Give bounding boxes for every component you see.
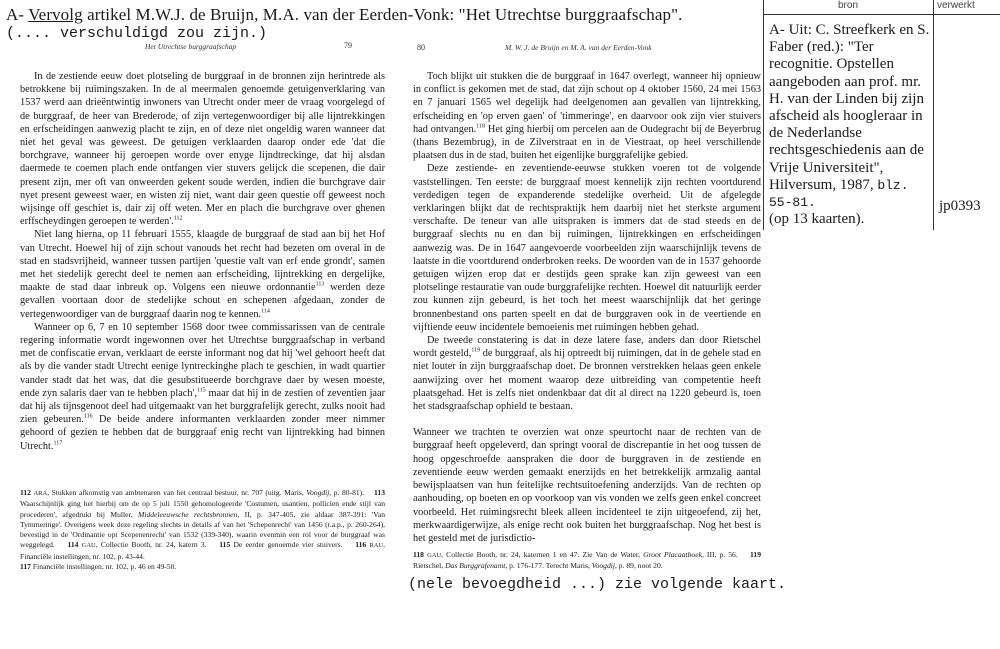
note-ref: 116	[83, 413, 93, 420]
paragraph: Wanneer we trachten te overzien wat onze speurtocht naar de rechten van de burggraaf heeft opgeleverd, dan springt vooral de discrepantie in het oog tussen de hoog opgeschroefde aanspraken die door de burggraven in de zestiende en zeventiende eeuw werden gemaakt enerzijds en het betrekkelijk armzalig aantal bewijsplaatsen van hun feitelijke rechtsuitoefening anderzijds. Van de rechten op aanhouding, op boeten en op voorkoop van vis vonden we zelfs geen enkel concreet voorbeeld. Het ruimingsrecht bleek alleen incidenteel te zijn uitgeoefend, zij het, merkwaardigerwijze, als enige recht ook buiten het burggraafschap. Nog het best is het gesteld met de jurisdictio-	[413, 427, 761, 544]
right-body-text	[413, 70, 761, 545]
paragraph: In de zestiende eeuw doet plotseling de burggraaf in de bronnen zijn herintrede als betrokkene bij ruimingszaken. In de al meermalen genoemde getuigenverklaring van 1537 werd aan drieëntwintig inwoners van Utrecht onder meer de vraag voorgelegd of de burggraaf, de heer van Brederode, of zijn vertegenwoordiger bij alle lijntrekkingen en erfscheidingen aanwezig placht te zijn, en of deze niet ongeldig waren wanneer dat niet het geval was geweest. De getuigen verklaarden daarop onder ede 'dat die borchgrave, wanneer hij geroepen worde over enyge lijndtreckinge, dat hij alsdan daermede te coemen plach ende ontfangen vier stuvers gelijck die scepenen, die dair present zijn, mer oft van onweerden gekent soude werden, indien die burchgrave dair nyet present geweest waer, en wisten zij niet, want dair geen questie off geweest noch wijsinge off geschiet is, dair zij off weten. Mer en plach die burchgrave over ghenen erffscheydingen geroepen te werden'.$^{112}$	[20, 71, 385, 228]
paragraph: Niet lang hierna, op 11 februari 1555, klaagde de burggraaf de stad aan bij het Hof van Utrecht. Hoewel hij of zijn schout vanouds het recht had bezeten om overal in de stad en stadsvrijheid, wanneer tussen partijen 'questie valt van erf ende grondt', samen met het stedelijk gerecht deel te nemen aan erfscheiding, lijntrekking en dergelijke, maakte de stad daar inbreuk op. Volgens een nieuwe ordonnantie$^{113}$ werden deze gevallen voortaan door de stedelijke schout en schepenen afgedaan, zonder de vertegenwoordiger van de burggraaf daarin nog te kennen.$^{114}$	[20, 229, 385, 320]
column-header-source: bron	[837, 0, 858, 11]
source-pages: blz. 55-81.	[769, 177, 909, 211]
left-page-number: 79	[344, 41, 352, 50]
source-citation: A- Uit: C. Streefkerk en S. Faber (red.): "Ter recognitie. Opstellen aangeboden aan prof. mr. H. van der Linden bij zijn afscheid als hoogleraar in de Nederlandse rechtsgeschiedenis aan de Vrije Universiteit", Hilversum, 1987, blz. 55-81. (op 13 kaarten).	[769, 22, 930, 228]
paragraph: Toch blijkt uit stukken die de burggraaf in 1647 overlegt, wanneer hij opnieuw in conflict is gekomen met de stad, dat zijn schout op 4 oktober 1560, 24 mei 1563 en 7 januari 1565 wel degelijk had deelgenomen aan gevallen van lijntrekking, erfscheiding en 'op erven gaen' of 'timmeringe', en daarvoor ook zijn vier stuivers had ontvangen.$^{118}$ Het ging hierbij om percelen aan de Oudegracht bij de Beyerbrug (thans Bezembrug), in de Zilverstraat en in de Viestraat, op heel verschillende plaatsen dus in de stad, buiten het eigenlijke burggrafelijke gebied.	[413, 71, 762, 162]
note-ref: 114	[261, 308, 270, 315]
title-underlined-word: Vervolg	[28, 5, 83, 24]
continuation-note: (nele bevoegdheid ...) zie volgende kaart.	[408, 576, 787, 593]
card-subtitle: (.... verschuldigd zou zijn.)	[6, 25, 268, 42]
panel-divider-middle	[933, 0, 934, 230]
left-footnotes	[20, 488, 385, 572]
note-ref: 112	[173, 215, 183, 222]
footnote: 112 ARA, Stukken afkomstig van ambtenaren van het centraal bestuur, nr. 707 (uitg. Maris, Voogdij, p. 80-81). 113 Waarschijnlijk ging het hierbij om de op 5 juli 1550 gehomologeerde 'Costumen, usantien, pollicien ende stijl van procederen', afgedrukt bij Muller, Middeleeuwsche rechtsbronnen, II, p. 347-405, zie aldaar 387-391: 'Van Tymmeringe'. Overigens week deze regeling slechts in details af van het 'Schepenrecht' van 1456 (t.a.p., p. 260-264), bevestigd in de 'Ordinantie opt Scepenenrecht' van 1532 (339-340), waarin evenmin een rol voor de burggraaf was weggelegd. 114 GAU, Collectie Booth, nr. 24, katern 3. 115 De eerder genoemde vier stuivers. 116 RAU, Financiële instellingen, nr. 102, p. 43-44.	[20, 488, 386, 561]
paragraph: Wanneer op 6, 7 en 10 september 1568 door twee commissarissen van de centrale regering informatie wordt ingewonnen over het Utrechtse burggraafschap in verband met de confiscatie ervan, verklaart de eerste informant nog dat hij 'wel gehoort heeft dat als by die vander stadt Utrecht eenige lyntreckinghe plach te geschien, in wadt quartier vander stadt dat het was, dat die gesubstitueerde borchgrave daer by wesen moeste, ende zyn salaris daer van te hebben plach',$^{115}$ maar dat hij in de zestien of zeventien jaar dat hij als tijnsgenoot deel had uitgemaakt van het burggrafelijk gerecht, zulks nooit had zien gebeuren.$^{116}$ De beide andere informanten verklaarden zonder meer nimmer gehoord of gezien te hebben dat de burggraaf enig recht van lijntrekking had binnen Utrecht.$^{117}$	[20, 321, 386, 452]
right-footnotes	[413, 550, 761, 572]
panel-divider-left	[763, 0, 764, 230]
right-running-head: M. W. J. de Bruijn en M. A. van der Eerden-Vonk	[505, 43, 652, 52]
footnote: 117 Financiële instellingen, nr. 102, p. 46 en 49-50.	[20, 562, 177, 572]
left-body-text	[20, 70, 385, 453]
note-ref: 119	[471, 347, 481, 354]
card-id: jp0393	[939, 198, 981, 214]
note-ref: 117	[53, 440, 63, 447]
title-prefix: A-	[6, 5, 29, 24]
card-title	[6, 5, 683, 25]
title-rest: artikel M.W.J. de Bruijn, M.A. van der Eerden-Vonk: "Het Utrechtse burggraafschap".	[82, 5, 683, 24]
source-card-count: (op 13 kaarten).	[769, 211, 865, 228]
index-card-panel	[763, 0, 1000, 230]
note-ref: 118	[476, 123, 486, 130]
panel-header-rule	[763, 14, 1000, 15]
column-header-processed: verwerkt	[937, 0, 975, 11]
left-running-head: Het Utrechtse burggraafschap	[145, 42, 237, 51]
footnote: 118 GAU, Collectie Booth, nr. 24, katernen 1 en 47. Zie Van de Water, Groot Placaatboek, III, p. 56. 119 Rietschel, Das Burggrafenamt, p. 176-177. Terecht Maris, Voogdij, p. 89, noot 20.	[413, 550, 762, 571]
note-ref: 113	[315, 281, 325, 288]
note-ref: 115	[196, 387, 206, 394]
paragraph: De tweede constatering is dat in deze latere fase, anders dan door Rietschel wordt gesteld,$^{119}$ de burggraaf, als hij optreedt bij ruimingen, dat in de gehele stad en niet louter in zijn burggraafschap doet. De bronnen verstrekken helaas geen enkele aanwijzing over het moment waarop deze uitbreiding van competentie heeft plaatsgehad. Het is zelfs niet ondenkbaar dat dit al direct na 1220 gebeurd is, toen het stadsgraafschap ophield te bestaan.	[413, 335, 762, 413]
paragraph: Deze zestiende- en zeventiende-eeuwse stukken voeren tot de volgende vaststellingen. Ten eerste: de burggraaf moest kennelijk zijn rechten voortdurend verdedigen tegen de expanderende stedelijke overheid. Uit de afgelegde verklaringen blijkt dat de rechtspraktijk hem daarbij niet het sterkste argument verschafte. De teneur van alle uitspraken is immers dat de stad steeds en de burggraaf slechts nu en dan bij ruimingen, lijntrekkingen en erfscheidingen aanwezig was. De in 1647 aangevoerde voorbeelden zijn waarschijnlijk tevens de laatste in die voortdurend onderbroken reeks. De woorden van de in 1537 gehoorde getuigen wijzen erop dat er destijds geen sprake kan zijn geweest van een plotselinge restauratie van oude burggrafelijke rechten. Hoewel dit natuurlijk eerder zou kunnen zijn gebeurd, is het toch het meest waarschijnlijk dat het geringe bronnenbestand ons parten speelt en dat de burggraven ook in de veertiende en vijftiende eeuw incidentele bemoeienis met ruimingen hebben gehad.	[413, 163, 761, 333]
right-page-number: 80	[417, 43, 425, 52]
